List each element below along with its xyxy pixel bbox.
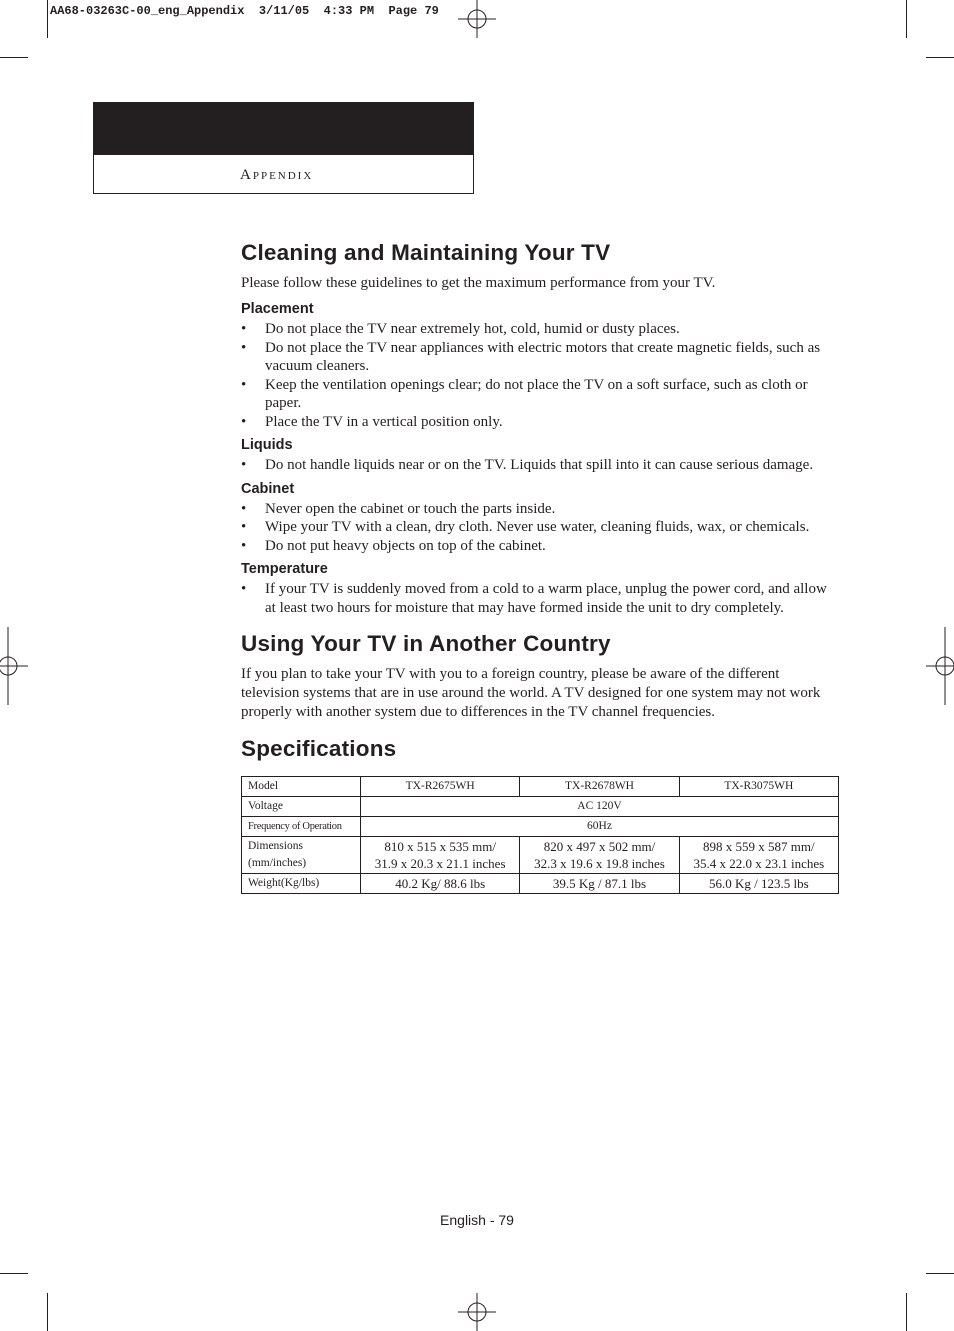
liquids-list xyxy=(241,456,841,475)
cabinet-list xyxy=(241,500,841,556)
cleaning-intro: Please follow these guidelines to get the maximum performance from your TV. xyxy=(241,275,716,291)
table-cell: 60Hz xyxy=(361,817,839,837)
table-cell: Weight(Kg/lbs) xyxy=(242,874,361,894)
main-content xyxy=(241,240,841,894)
table-cell: TX-R3075WH xyxy=(679,777,838,797)
table-cell: 39.5 Kg / 87.1 lbs xyxy=(520,874,679,894)
list-item: • Never open the cabinet or touch the parts inside. xyxy=(241,500,556,517)
dimensions-unit-label: (mm/inches) xyxy=(248,857,307,869)
subheading-placement: Placement xyxy=(241,301,314,317)
section-title-specs: Specifications xyxy=(241,736,397,761)
crop-mark xyxy=(906,1293,907,1331)
list-item: • Do not handle liquids near or on the TV. Liquids that spill into it can cause serious damage. xyxy=(241,457,814,473)
table-cell: 40.2 Kg/ 88.6 lbs xyxy=(361,874,520,894)
table-row xyxy=(242,817,839,837)
placement-list xyxy=(241,320,841,431)
list-item: • Do not put heavy objects on top of the cabinet. xyxy=(241,537,546,554)
list-item: • Wipe your TV with a clean, dry cloth. Never use water, cleaning fluids, wax, or chemicals. xyxy=(241,519,810,535)
crop-mark xyxy=(0,1273,28,1274)
registration-mark-icon xyxy=(0,627,28,705)
chapter-header-label: Appendix xyxy=(240,167,314,183)
chapter-header-bar xyxy=(94,103,473,155)
subheading-cabinet: Cabinet xyxy=(241,480,295,497)
table-cell: 898 x 559 x 587 mm/ 35.4 x 22.0 x 23.1 inches xyxy=(679,837,838,874)
table-row xyxy=(242,837,839,874)
table-cell: 56.0 Kg / 123.5 lbs xyxy=(679,874,838,894)
list-item: • Do not place the TV near appliances with electric motors that create magnetic fields, such as vacuum cleaners. xyxy=(241,339,821,374)
crop-mark xyxy=(47,1293,48,1331)
subheading-temperature: Temperature xyxy=(241,561,328,577)
list-item: • Place the TV in a vertical position only. xyxy=(241,413,503,430)
list-item: • If your TV is suddenly moved from a cold to a warm place, unplug the power cord, and allow at least two hours for moisture that may have formed inside the unit to dry completely. xyxy=(241,581,827,616)
specifications-table xyxy=(241,776,839,894)
table-cell: 820 x 497 x 502 mm/ 32.3 x 19.6 x 19.8 inches xyxy=(520,837,679,874)
temperature-list xyxy=(241,580,841,617)
table-cell: Model xyxy=(242,777,361,797)
crop-mark xyxy=(906,0,907,38)
table-cell: AC 120V xyxy=(361,797,839,817)
table-cell: TX-R2678WH xyxy=(520,777,679,797)
table-row xyxy=(242,797,839,817)
crop-mark xyxy=(0,57,28,58)
table-cell: Voltage xyxy=(242,797,361,817)
table-cell: TX-R2675WH xyxy=(361,777,520,797)
section-country xyxy=(241,631,841,722)
crop-mark xyxy=(926,57,954,58)
table-row xyxy=(242,777,839,797)
table-cell: 810 x 515 x 535 mm/ 31.9 x 20.3 x 21.1 inches xyxy=(361,837,520,874)
section-title-cleaning: Cleaning and Maintaining Your TV xyxy=(241,240,611,265)
registration-mark-icon xyxy=(458,0,496,38)
page-number: English - 79 xyxy=(440,1212,514,1228)
table-cell xyxy=(242,837,361,874)
registration-mark-icon xyxy=(926,627,954,705)
list-item: • Keep the ventilation openings clear; do not place the TV on a soft surface, such as cloth or paper. xyxy=(241,376,808,411)
list-item: • Do not place the TV near extremely hot, cold, humid or dusty places. xyxy=(241,321,680,337)
table-row xyxy=(242,874,839,894)
country-body: If you plan to take your TV with you to a foreign country, please be aware of the different television systems that are in use around the world. A TV designed for one system may not work properly with another system due to differences in the TV channel frequencies. xyxy=(241,666,821,720)
dimensions-label: Dimensions xyxy=(248,840,303,852)
registration-mark-icon xyxy=(458,1293,496,1331)
subheading-liquids: Liquids xyxy=(241,437,293,453)
crop-mark xyxy=(926,1273,954,1274)
section-title-country: Using Your TV in Another Country xyxy=(241,631,611,656)
chapter-header xyxy=(93,102,474,194)
section-specs xyxy=(241,736,841,894)
print-slug: AA68-03263C-00_eng_Appendix 3/11/05 4:33 PM Page 79 xyxy=(50,4,439,18)
crop-mark xyxy=(47,0,48,38)
table-cell: Frequency of Operation xyxy=(242,817,361,837)
